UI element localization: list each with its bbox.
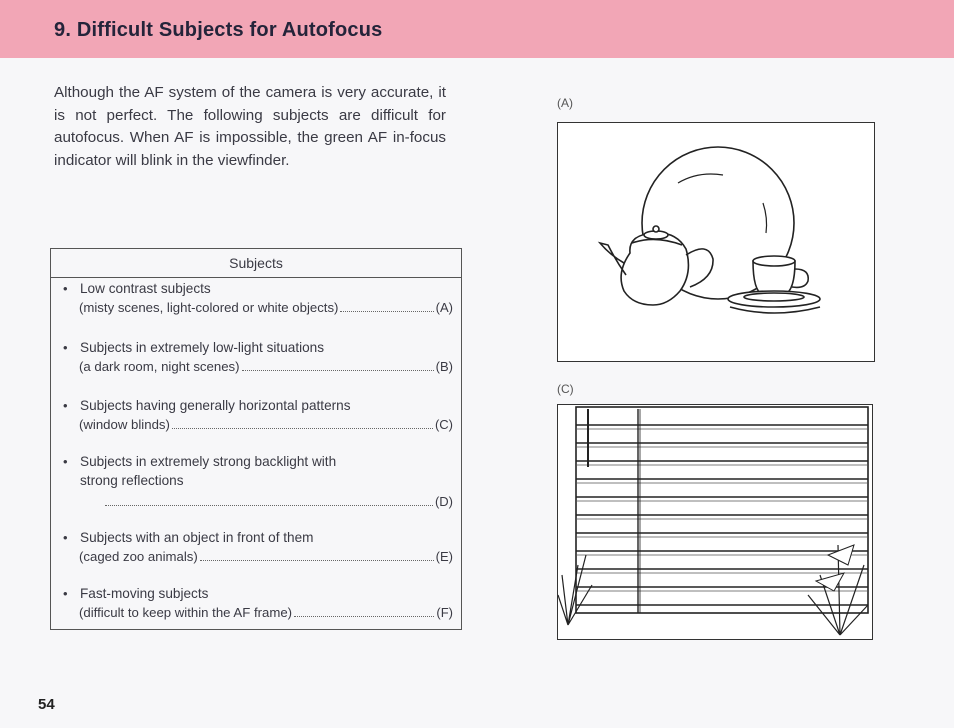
- figure-ref: (F): [436, 605, 453, 620]
- item-title: Fast-moving subjects: [80, 586, 209, 601]
- item-detail-row: [79, 605, 453, 621]
- title-banner: [0, 0, 954, 58]
- item-detail: (difficult to keep within the AF frame): [79, 605, 293, 620]
- item-title-continued: strong reflections: [80, 473, 184, 488]
- dot-leader: [105, 505, 433, 506]
- teapot-and-plate-illustration: [558, 123, 874, 361]
- figure-a: [557, 122, 875, 362]
- item-detail: (misty scenes, light-colored or white objects): [79, 300, 339, 315]
- item-detail-row: [79, 359, 453, 375]
- bullet: •: [63, 454, 68, 469]
- bullet: •: [63, 398, 68, 413]
- item-title: Subjects in extremely strong backlight with: [80, 454, 337, 469]
- window-blinds-illustration: [558, 405, 872, 639]
- figure-ref: (D): [434, 494, 453, 509]
- figure-ref: (A): [435, 300, 453, 315]
- dot-leader: [294, 616, 434, 617]
- intro-paragraph: Although the AF system of the camera is very accurate, it is not perfect. The following subjects are difficult for autofocus. When AF is impossible, the green AF in-focus indicator will blink in the viewfinder.: [54, 84, 446, 169]
- figure-a-label: (A): [557, 96, 573, 110]
- bullet: •: [63, 340, 68, 355]
- figure-ref: (E): [435, 549, 453, 564]
- figure-c: [557, 404, 873, 640]
- item-detail: (window blinds): [79, 417, 170, 432]
- item-detail-row: [79, 417, 453, 433]
- item-title: Subjects with an object in front of them: [80, 530, 314, 545]
- dot-leader: [200, 560, 434, 561]
- dot-leader: [172, 428, 433, 429]
- dot-leader: [340, 311, 433, 312]
- figure-ref: (B): [435, 359, 453, 374]
- bullet: •: [63, 586, 68, 601]
- figure-ref: (C): [434, 417, 453, 432]
- subjects-table: [50, 248, 462, 630]
- bullet: •: [63, 530, 68, 545]
- figure-c-label: (C): [557, 382, 574, 396]
- item-title: Subjects in extremely low-light situations: [80, 340, 325, 355]
- bullet: •: [63, 281, 68, 296]
- item-detail-row: [79, 549, 453, 565]
- dot-leader: [242, 370, 434, 371]
- table-heading: Subjects: [51, 249, 461, 278]
- item-detail-row: [79, 300, 453, 316]
- item-detail-row: [103, 494, 453, 510]
- page-number: 54: [38, 696, 55, 713]
- page-title: 9. Difficult Subjects for Autofocus: [54, 19, 383, 41]
- item-title: Low contrast subjects: [80, 281, 211, 296]
- item-title: Subjects having generally horizontal patterns: [80, 398, 351, 413]
- item-detail: (caged zoo animals): [79, 549, 198, 564]
- item-detail: (a dark room, night scenes): [79, 359, 240, 374]
